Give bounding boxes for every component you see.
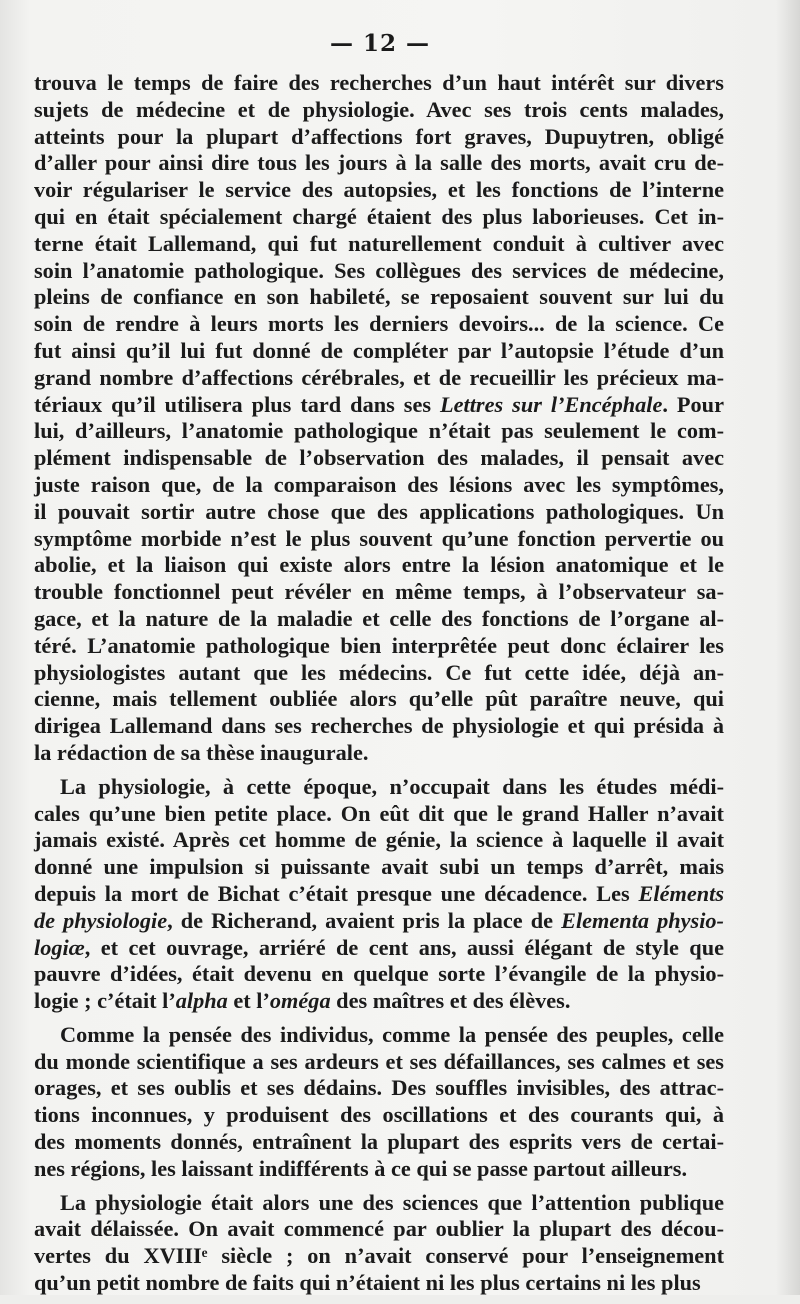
text-line: atteints pour la plupart d’affections fort graves, Dupuytren, obligé [34,123,724,149]
text-line: La physiologie, à cette époque, n’occupait dans les études médi- [60,773,724,799]
text-line: gace, et la nature de la maladie et celle des fonctions de l’organe al- [34,605,724,631]
italic-title: alpha [175,988,228,1014]
text-line: depuis la mort de Bichat c’était presque une décadence. Les Eléments [34,880,724,906]
text-line: pauvre d’idées, était devenu en quelque sorte l’évangile de la physio- [34,961,724,987]
text-line: La physiologie était alors une des sciences que l’attention publique [60,1189,724,1215]
text-line: voir régulariser le service des autopsies, et les fonctions de l’interne [34,177,724,203]
text-line: qui en était spécialement chargé étaient des plus laborieuses. Cet in- [34,203,724,229]
text-line: trouva le temps de faire des recherches d’un haut intérêt sur divers [34,70,724,95]
text-line: abolie, et la liaison qui existe alors entre la lésion anatomique et le [34,552,724,578]
text-line: du monde scientifique a ses ardeurs et ses défaillances, ses calmes et ses [34,1048,724,1074]
text-line: jamais existé. Après cet homme de génie, la science à laquelle il avait [34,827,724,853]
paragraph [34,1022,724,1183]
text-line: lui, d’ailleurs, l’anatomie pathologique n’était pas seulement le com- [34,418,724,444]
text-line: nes régions, les laissant indifférents à ce qui se passe partout ailleurs. [34,1155,688,1181]
text-line: fut ainsi qu’il lui fut donné de compléter par l’autopsie l’étude d’un [34,337,724,363]
text-line: donné une impulsion si puissante avait subi un temps d’arrêt, mais [34,854,724,880]
body-text [34,70,724,1304]
italic-title: logiæ [34,934,85,960]
italic-title: oméga [269,988,331,1014]
text-line: logie ; c’était l’alpha et l’oméga des maîtres et des élèves. [34,988,571,1014]
text-line: la rédaction de sa thèse inaugurale. [34,739,369,765]
text-line: vertes du XVIIIᵉ siècle ; on n’avait conservé pour l’enseignement [34,1243,724,1269]
text-line: symptôme morbide n’est le plus souvent qu’une fonction pervertie ou [34,525,724,551]
text-line: tions inconnues, y produisent des oscillations et des courants qui, à [34,1102,724,1128]
italic-title: Eléments [638,880,724,906]
text-line: avait délaissée. On avait commencé par oublier la plupart des décou- [34,1216,724,1242]
text-line: Comme la pensée des individus, comme la pensée des peuples, celle [60,1021,724,1047]
text-line: pleins de confiance en son habileté, se reposaient souvent sur lui du [34,284,724,310]
paragraph [34,1190,724,1297]
text-line: orages, et ses oublis et ses dédains. Des souffles invisibles, des attrac- [34,1075,724,1101]
text-line: terne était Lallemand, qui fut naturellement conduit à cultiver avec [34,230,724,256]
text-line: dirigea Lallemand dans ses recherches de physiologie et qui présida à [34,713,724,739]
text-line: trouble fonctionnel peut révéler en même temps, à l’observateur sa- [34,579,724,605]
italic-title: Elementa physio- [561,907,724,933]
italic-title: de physiologie [34,907,168,933]
text-line: cales qu’une bien petite place. On eût dit que le grand Haller n’avait [34,800,724,826]
text-line: cienne, mais tellement oubliée alors qu’elle pût paraître neuve, qui [34,686,724,712]
text-line: d’aller pour ainsi dire tous les jours à la salle des morts, avait cru de- [34,150,724,176]
paragraph [34,774,724,1015]
text-line: juste raison que, de la comparaison des lésions avec les symptômes, [34,471,724,497]
text-line: qu’un petit nombre de faits qui n’étaient ni les plus certains ni les plus [34,1270,701,1296]
text-line: tériaux qu’il utilisera plus tard dans ses Lettres sur l’Encéphale. Pour [34,391,724,417]
text-line: physiologistes autant que les médecins. Ce fut cette idée, déjà an- [34,659,724,685]
paragraph [34,70,724,767]
italic-title: Lettres sur l’Encéphale [440,391,663,417]
text-line: des moments donnés, entraînent la plupart des esprits vers de certai- [34,1129,724,1155]
text-line: grand nombre d’affections cérébrales, et de recueillir les précieux ma- [34,364,724,390]
text-line: téré. L’anatomie pathologique bien interprêtée peut donc éclairer les [34,632,724,658]
text-line: plément indispensable de l’observation des malades, il pensait avec [34,445,724,471]
text-line: logiæ, et cet ouvrage, arriéré de cent ans, aussi élégant de style que [34,934,724,960]
text-line: soin de rendre à leurs morts les derniers devoirs... de la science. Ce [34,311,724,337]
page-number: — 12 — [329,30,431,57]
text-line: sujets de médecine et de physiologie. Avec ses trois cents malades, [34,96,724,122]
text-line: il pouvait sortir autre chose que des applications pathologiques. Un [34,498,724,524]
text-line: de physiologie, de Richerand, avaient pris la place de Elementa physio- [34,907,724,933]
text-line: soin l’anatomie pathologique. Ses collègues des services de médecine, [34,257,724,283]
